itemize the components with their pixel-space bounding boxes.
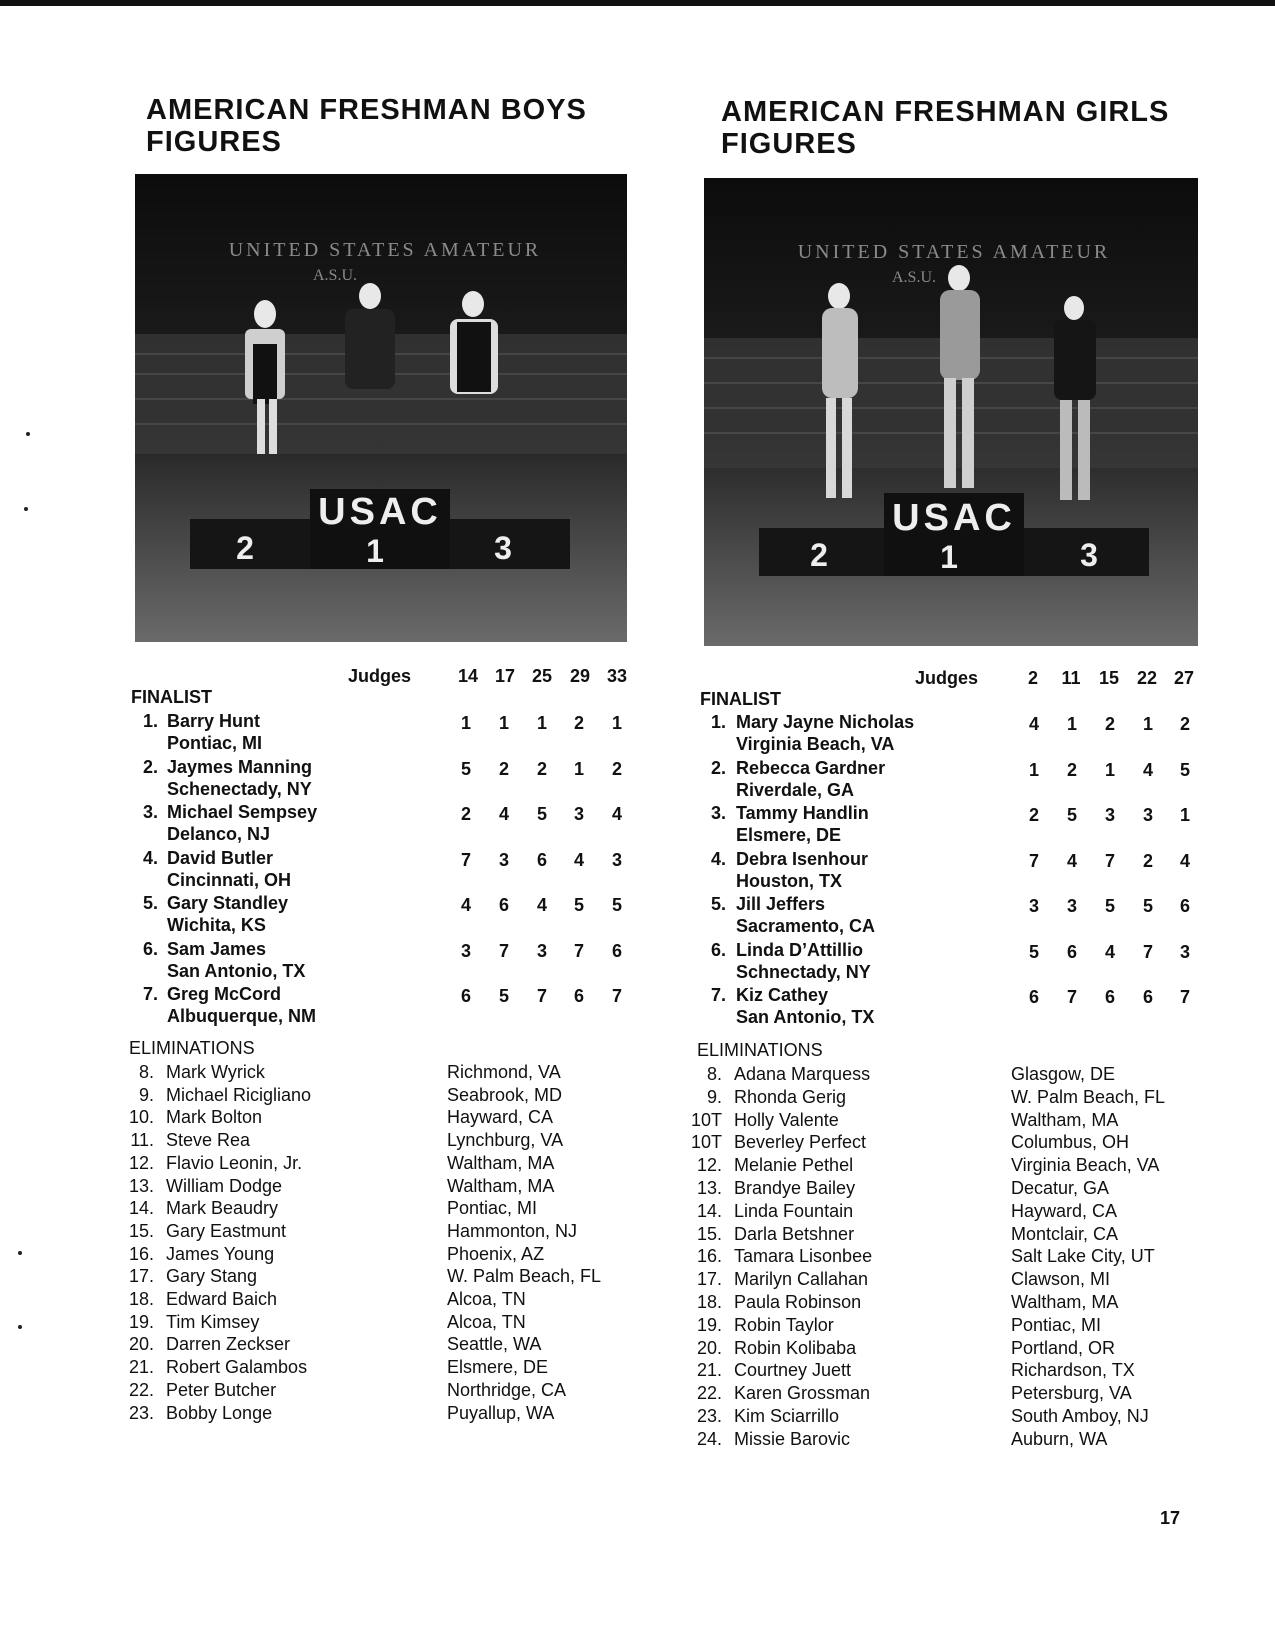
elimination-name: Darren Zeckser — [166, 1334, 291, 1355]
finalist-rank: 3. — [710, 803, 726, 823]
judge-score: 6 — [573, 986, 584, 1006]
girls-elimination-row — [0, 1314, 1200, 1336]
judge-score: 4 — [1179, 850, 1190, 871]
elimination-rank: 8. — [706, 1064, 722, 1084]
elimination-name: Edward Baich — [166, 1289, 278, 1309]
boys-banner-abbrev: A.S.U. — [312, 267, 358, 284]
judge-score: 1 — [1142, 714, 1153, 734]
elimination-location: Seattle, WA — [447, 1334, 542, 1355]
elimination-location: Richmond, VA — [447, 1062, 561, 1082]
finalist-city: Cincinnati, OH — [167, 869, 292, 890]
girls-judges-label: Judges — [915, 668, 979, 688]
finalist-name: Jill Jeffers — [736, 894, 826, 914]
girls-elimination-row — [0, 1382, 1200, 1404]
elimination-rank: 21. — [128, 1357, 154, 1378]
finalist-city: Riverdale, GA — [736, 779, 855, 800]
finalist-rank: 2. — [710, 757, 726, 778]
elimination-name: Michael Ricigliano — [166, 1084, 312, 1105]
elimination-name: Gary Stang — [166, 1266, 258, 1287]
boys-podium-photo — [135, 174, 627, 642]
elimination-rank: 15. — [128, 1220, 154, 1241]
boys-eliminations-label: ELIMINATIONS — [129, 1038, 255, 1058]
elimination-rank: 16. — [696, 1246, 722, 1267]
elimination-location: Decatur, GA — [1011, 1178, 1110, 1198]
elimination-rank: 17. — [696, 1269, 722, 1290]
page-number: 17 — [1159, 1508, 1180, 1528]
judge-score: 7 — [611, 986, 622, 1006]
finalist-name: Barry Hunt — [167, 711, 261, 731]
top-rule — [0, 0, 1275, 6]
boys-podium-logo: USAC — [318, 491, 442, 533]
finalist-name: Sam James — [167, 938, 267, 959]
elimination-location: Hayward, CA — [1011, 1200, 1118, 1221]
girls-eliminations-label: ELIMINATIONS — [697, 1040, 823, 1060]
judge-score: 6 — [1028, 987, 1039, 1007]
finalist-city: Elsmere, DE — [736, 825, 842, 845]
elimination-rank: 21. — [696, 1360, 722, 1381]
finalist-rank: 7. — [710, 985, 726, 1005]
judge-score: 5 — [1066, 805, 1077, 825]
girls-judge-number: 15 — [1098, 668, 1120, 688]
elimination-location: South Amboy, NJ — [1011, 1406, 1149, 1426]
finalist-rank: 5. — [142, 893, 158, 913]
finalist-city: Virginia Beach, VA — [736, 734, 895, 754]
judge-score: 2 — [498, 758, 509, 779]
girls-judges-header — [0, 668, 1200, 692]
elimination-name: Linda Fountain — [734, 1200, 854, 1221]
finalist-rank: 2. — [142, 756, 158, 777]
elimination-name: Mark Bolton — [166, 1107, 263, 1128]
judge-score: 4 — [536, 895, 547, 915]
judge-score: 1 — [611, 713, 622, 733]
girls-judge-number: 22 — [1136, 668, 1158, 688]
girls-finalist-row — [0, 848, 1200, 892]
elimination-location: Hayward, CA — [447, 1107, 554, 1128]
finalist-rank: 4. — [142, 847, 158, 868]
finalist-name: Debra Isenhour — [736, 848, 869, 869]
judge-score: 6 — [498, 895, 509, 915]
elimination-name: Melanie Pethel — [734, 1155, 854, 1176]
elimination-name: Adana Marquess — [734, 1064, 871, 1084]
judge-score: 6 — [611, 940, 622, 961]
judge-score: 3 — [1179, 941, 1190, 962]
elimination-name: Peter Butcher — [166, 1379, 277, 1400]
elimination-location: Pontiac, MI — [447, 1198, 538, 1219]
elimination-rank: 23. — [128, 1402, 154, 1423]
finalist-city: Schenectady, NY — [167, 778, 312, 799]
girls-elimination-row — [0, 1109, 1200, 1131]
judge-score: 7 — [1179, 987, 1190, 1007]
judge-score: 4 — [1104, 941, 1115, 962]
girls-finalist-row — [0, 893, 1200, 937]
girls-title — [721, 96, 1169, 160]
girls-finalist-row — [0, 711, 1200, 755]
judge-score: 2 — [1179, 714, 1190, 734]
finalist-rank: 6. — [710, 939, 726, 960]
girls-elimination-row — [0, 1337, 1200, 1359]
elimination-rank: 12. — [128, 1152, 154, 1173]
finalist-rank: 6. — [142, 938, 158, 959]
girls-elimination-row — [0, 1245, 1200, 1267]
judge-score: 4 — [573, 849, 584, 870]
finalist-name: Rebecca Gardner — [736, 757, 886, 778]
elimination-location: Glasgow, DE — [1011, 1064, 1116, 1084]
elimination-name: James Young — [166, 1243, 275, 1264]
judge-score: 5 — [1028, 941, 1039, 962]
elimination-name: Mark Beaudry — [166, 1198, 279, 1219]
elimination-location: Phoenix, AZ — [447, 1243, 545, 1264]
judge-score: 4 — [1066, 850, 1077, 871]
judge-score: 5 — [611, 895, 622, 915]
elimination-location: W. Palm Beach, FL — [1011, 1086, 1166, 1107]
elimination-location: Waltham, MA — [1011, 1292, 1119, 1312]
finalist-city: Schnectady, NY — [736, 961, 871, 982]
finalist-rank: 7. — [142, 984, 158, 1004]
elimination-name: Beverley Perfect — [734, 1132, 867, 1153]
elimination-location: Petersburg, VA — [1011, 1383, 1132, 1404]
finalist-rank: 5. — [710, 894, 726, 914]
elimination-location: Virginia Beach, VA — [1011, 1155, 1160, 1176]
judge-score: 7 — [498, 940, 509, 961]
elimination-rank: 20. — [128, 1334, 154, 1355]
finalist-name: Michael Sempsey — [167, 802, 318, 822]
finalist-name: Jaymes Manning — [167, 756, 313, 777]
elimination-location: Northridge, CA — [447, 1379, 567, 1400]
judge-score: 5 — [1142, 896, 1153, 916]
finalist-name: David Butler — [167, 847, 274, 868]
elimination-location: Waltham, MA — [1011, 1109, 1119, 1130]
elimination-rank: 19. — [128, 1311, 154, 1332]
judge-score: 7 — [1142, 941, 1153, 962]
elimination-name: Kim Sciarrillo — [734, 1406, 840, 1426]
judge-score: 7 — [1028, 850, 1039, 871]
judge-score: 2 — [460, 804, 471, 824]
elimination-location: Waltham, MA — [447, 1152, 555, 1173]
elimination-rank: 8. — [138, 1062, 154, 1082]
girls-place-2: 2 — [810, 537, 828, 573]
judge-score: 1 — [536, 713, 547, 733]
elimination-rank: 9. — [138, 1084, 154, 1105]
finalist-rank: 1. — [710, 712, 726, 732]
judge-score: 6 — [1066, 941, 1077, 962]
elimination-name: Robin Kolibaba — [734, 1337, 857, 1358]
judge-score: 2 — [1104, 714, 1115, 734]
elimination-rank: 10. — [128, 1107, 154, 1128]
elimination-location: Hammonton, NJ — [447, 1220, 578, 1241]
girls-finalist-row — [0, 984, 1200, 1028]
girls-elimination-row — [0, 1086, 1200, 1108]
elimination-location: Montclair, CA — [1011, 1223, 1119, 1244]
finalist-name: Linda D’Attillio — [736, 939, 863, 960]
judge-score: 2 — [1066, 759, 1077, 780]
girls-elimination-row — [0, 1359, 1200, 1381]
girls-judge-number: 27 — [1173, 668, 1195, 688]
judge-score: 7 — [536, 986, 547, 1006]
elimination-rank: 22. — [128, 1379, 154, 1400]
judge-score: 1 — [460, 713, 471, 733]
elimination-location: Richardson, TX — [1011, 1360, 1135, 1381]
judge-score: 1 — [1066, 714, 1077, 734]
girls-judge-number: 11 — [1061, 668, 1081, 688]
elimination-name: Robert Galambos — [166, 1357, 308, 1378]
elimination-location: Clawson, MI — [1011, 1269, 1111, 1290]
girls-title-line2: FIGURES — [721, 128, 857, 160]
girls-elimination-row — [0, 1291, 1200, 1313]
judge-score: 3 — [1066, 896, 1077, 916]
elimination-location: Columbus, OH — [1011, 1132, 1130, 1153]
elimination-rank: 17. — [128, 1266, 154, 1287]
judge-score: 1 — [1179, 805, 1190, 825]
boys-place-2: 2 — [236, 530, 254, 566]
elimination-location: Elsmere, DE — [447, 1357, 549, 1378]
elimination-location: Salt Lake City, UT — [1011, 1246, 1155, 1267]
elimination-rank: 24. — [696, 1428, 722, 1449]
elimination-name: William Dodge — [166, 1175, 283, 1196]
girls-elimination-row — [0, 1200, 1200, 1222]
elimination-location: Puyallup, WA — [447, 1402, 555, 1423]
elimination-location: Pontiac, MI — [1011, 1314, 1102, 1335]
judge-score: 6 — [1142, 987, 1153, 1007]
elimination-location: Alcoa, TN — [447, 1311, 526, 1332]
judge-score: 2 — [536, 758, 547, 779]
judge-score: 4 — [1028, 714, 1039, 734]
elimination-location: Alcoa, TN — [447, 1289, 526, 1309]
boys-judge-number: 17 — [494, 666, 516, 686]
elimination-name: Mark Wyrick — [166, 1062, 265, 1082]
judge-score: 3 — [498, 849, 509, 870]
judge-score: 2 — [573, 713, 584, 733]
scan-speck — [18, 1325, 22, 1329]
elimination-name: Flavio Leonin, Jr. — [166, 1152, 303, 1173]
judge-score: 4 — [1142, 759, 1153, 780]
elimination-location: Auburn, WA — [1011, 1428, 1108, 1449]
boys-finalist-label: FINALIST — [131, 687, 212, 707]
boys-judge-number: 33 — [606, 666, 628, 686]
elimination-rank: 14. — [128, 1198, 154, 1219]
judge-score: 5 — [573, 895, 584, 915]
judge-score: 6 — [1179, 896, 1190, 916]
judge-score: 4 — [611, 804, 622, 824]
finalist-city: Albuquerque, NM — [167, 1006, 316, 1026]
elimination-name: Tim Kimsey — [166, 1311, 260, 1332]
elimination-rank: 11. — [130, 1130, 154, 1151]
finalist-name: Kiz Cathey — [736, 985, 829, 1005]
girls-elimination-row — [0, 1268, 1200, 1290]
girls-podium-photo-graphic — [704, 178, 1198, 646]
elimination-name: Bobby Longe — [166, 1402, 273, 1423]
boys-judge-number: 14 — [457, 666, 479, 686]
elimination-rank: 12. — [696, 1155, 722, 1176]
judge-score: 1 — [498, 713, 509, 733]
judge-score: 7 — [1066, 987, 1077, 1007]
elimination-rank: 15. — [696, 1223, 722, 1244]
elimination-name: Darla Betshner — [734, 1223, 855, 1244]
elimination-rank: 14. — [696, 1200, 722, 1221]
girls-elimination-row — [0, 1223, 1200, 1245]
girls-elimination-row — [0, 1154, 1200, 1176]
judge-score: 7 — [573, 940, 584, 961]
boys-title-line2: FIGURES — [146, 126, 282, 158]
finalist-name: Gary Standley — [167, 893, 289, 913]
judge-score: 1 — [1028, 759, 1039, 780]
girls-finalist-label: FINALIST — [700, 689, 781, 709]
judge-score: 5 — [1179, 759, 1190, 780]
boys-place-1: 1 — [366, 533, 384, 569]
finalist-city: Wichita, KS — [167, 915, 266, 935]
judge-score: 3 — [1142, 805, 1153, 825]
girls-finalist-row — [0, 802, 1200, 846]
finalist-rank: 1. — [142, 711, 158, 731]
elimination-name: Robin Taylor — [734, 1314, 834, 1335]
judge-score: 6 — [536, 849, 547, 870]
elimination-name: Tamara Lisonbee — [734, 1246, 873, 1267]
elimination-rank: 16. — [128, 1243, 154, 1264]
judge-score: 2 — [1142, 850, 1153, 871]
judge-score: 3 — [573, 804, 584, 824]
judge-score: 4 — [460, 895, 471, 915]
finalist-rank: 3. — [142, 802, 158, 822]
girls-judge-number: 2 — [1027, 668, 1038, 688]
elimination-rank: 13. — [696, 1178, 722, 1198]
judge-score: 3 — [536, 940, 547, 961]
elimination-name: Rhonda Gerig — [734, 1086, 847, 1107]
elimination-name: Holly Valente — [734, 1109, 839, 1130]
judge-score: 1 — [1104, 759, 1115, 780]
judge-score: 5 — [498, 986, 509, 1006]
elimination-location: Portland, OR — [1011, 1337, 1116, 1358]
elimination-location: Seabrook, MD — [447, 1084, 563, 1105]
judge-score: 3 — [460, 940, 471, 961]
judge-score: 6 — [1104, 987, 1115, 1007]
girls-finalist-row — [0, 939, 1200, 983]
finalist-name: Tammy Handlin — [736, 803, 869, 823]
finalist-city: San Antonio, TX — [167, 960, 306, 981]
elimination-rank: 10T — [690, 1132, 722, 1153]
judge-score: 7 — [460, 849, 471, 870]
girls-place-1: 1 — [940, 539, 958, 575]
scan-speck — [24, 507, 28, 511]
elimination-name: Paula Robinson — [734, 1292, 862, 1312]
elimination-name: Courtney Juett — [734, 1360, 852, 1381]
finalist-city: Houston, TX — [736, 870, 842, 891]
girls-banner-abbrev: A.S.U. — [891, 269, 937, 286]
elimination-name: Marilyn Callahan — [734, 1269, 869, 1290]
girls-elimination-row — [0, 1428, 1200, 1450]
finalist-name: Mary Jayne Nicholas — [736, 712, 915, 732]
girls-elimination-row — [0, 1063, 1200, 1085]
elimination-location: W. Palm Beach, FL — [447, 1266, 602, 1287]
boys-judges-label: Judges — [348, 666, 412, 686]
elimination-rank: 9. — [706, 1086, 722, 1107]
elimination-rank: 10T — [690, 1109, 722, 1130]
judge-score: 2 — [1028, 805, 1039, 825]
elimination-name: Steve Rea — [166, 1130, 251, 1151]
scan-speck — [18, 1251, 22, 1255]
finalist-rank: 4. — [710, 848, 726, 869]
boys-podium-photo-graphic — [135, 174, 627, 642]
elimination-rank: 19. — [696, 1314, 722, 1335]
girls-elimination-row — [0, 1177, 1200, 1199]
girls-title-line1: AMERICAN FRESHMAN GIRLS — [721, 96, 1170, 128]
finalist-city: Pontiac, MI — [167, 733, 263, 753]
elimination-location: Lynchburg, VA — [447, 1130, 564, 1151]
girls-podium-logo: USAC — [892, 497, 1016, 539]
girls-banner-text: UNITED STATES AMATEUR — [797, 241, 1111, 263]
elimination-name: Brandye Bailey — [734, 1178, 856, 1198]
judge-score: 6 — [460, 986, 471, 1006]
judge-score: 5 — [1104, 896, 1115, 916]
elimination-name: Karen Grossman — [734, 1383, 871, 1404]
girls-elimination-row — [0, 1405, 1200, 1427]
elimination-rank: 22. — [696, 1383, 722, 1404]
elimination-rank: 23. — [696, 1406, 722, 1426]
boys-judge-number: 25 — [531, 666, 553, 686]
judge-score: 2 — [611, 758, 622, 779]
scan-speck — [26, 432, 30, 436]
judge-score: 4 — [498, 804, 509, 824]
finalist-name: Greg McCord — [167, 984, 282, 1004]
judge-score: 7 — [1104, 850, 1115, 871]
judge-score: 5 — [536, 804, 547, 824]
boys-judge-number: 29 — [569, 666, 591, 686]
elimination-rank: 13. — [128, 1175, 154, 1196]
boys-title — [146, 94, 587, 158]
finalist-city: Sacramento, CA — [736, 916, 876, 936]
judge-score: 5 — [460, 758, 471, 779]
judge-score: 1 — [573, 758, 584, 779]
elimination-name: Missie Barovic — [734, 1428, 851, 1449]
judge-score: 3 — [1104, 805, 1115, 825]
elimination-location: Waltham, MA — [447, 1175, 555, 1196]
boys-banner-text: UNITED STATES AMATEUR — [228, 239, 542, 261]
judge-score: 3 — [611, 849, 622, 870]
girls-podium-photo — [704, 178, 1198, 646]
finalist-city: San Antonio, TX — [736, 1007, 875, 1027]
girls-elimination-row — [0, 1131, 1200, 1153]
elimination-rank: 20. — [696, 1337, 722, 1358]
elimination-name: Gary Eastmunt — [166, 1220, 287, 1241]
elimination-rank: 18. — [696, 1292, 722, 1312]
girls-finalist-row — [0, 757, 1200, 801]
boys-title-line1: AMERICAN FRESHMAN BOYS — [146, 94, 587, 126]
judge-score: 3 — [1028, 896, 1039, 916]
girls-place-3: 3 — [1080, 537, 1098, 573]
finalist-city: Delanco, NJ — [167, 824, 271, 844]
boys-place-3: 3 — [494, 530, 512, 566]
elimination-rank: 18. — [128, 1289, 154, 1309]
